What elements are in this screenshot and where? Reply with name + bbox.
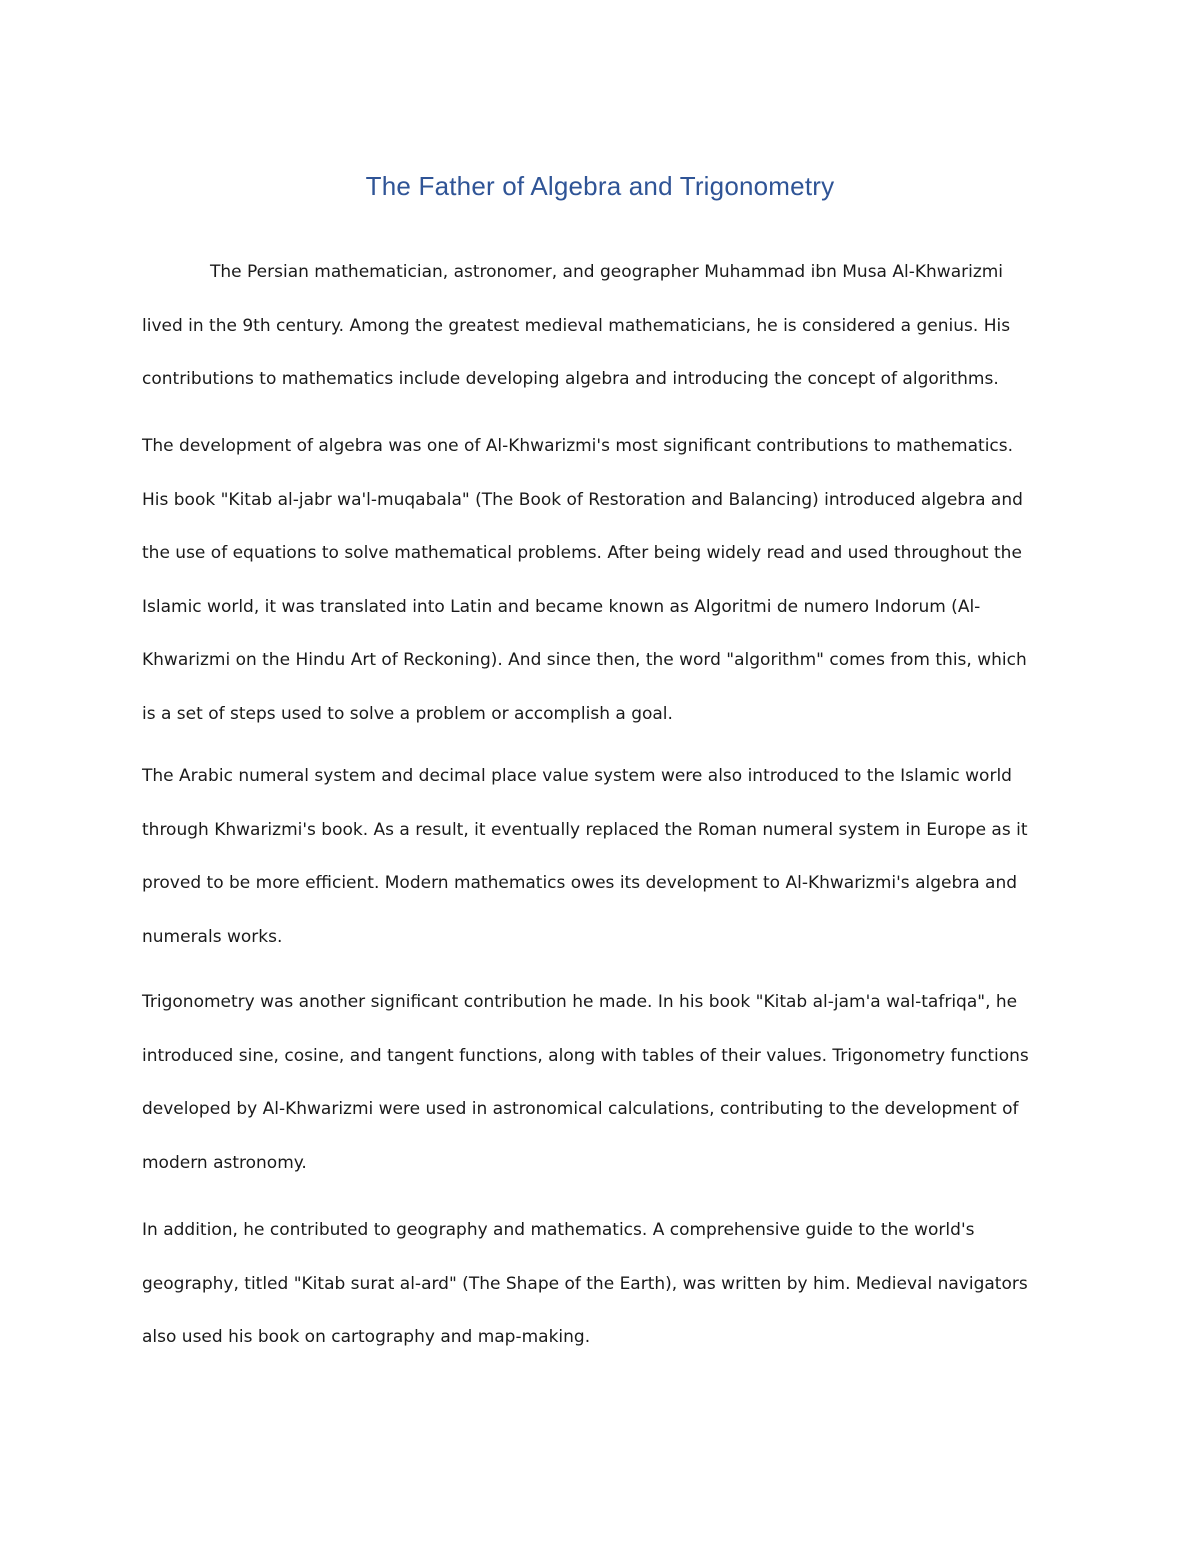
paragraph-line: Islamic world, it was translated into Latin and became known as Algoritmi de numero Indorum (Al- [142, 596, 981, 617]
paragraph-line: is a set of steps used to solve a problem or accomplish a goal. [142, 703, 673, 724]
paragraph-line: lived in the 9th century. Among the greatest medieval mathematicians, he is considered a genius. His [142, 315, 1011, 336]
paragraph-line: proved to be more efficient. Modern mathematics owes its development to Al-Khwarizmi's algebra and [142, 873, 1018, 893]
paragraph-numerals [142, 750, 1062, 964]
paragraph-line: geography, titled "Kitab surat al-ard" (The Shape of the Earth), was written by him. Medieval navigators [142, 1273, 1028, 1294]
paragraph-line: also used his book on cartography and map-making. [142, 1327, 591, 1347]
paragraph-line: In addition, he contributed to geography and mathematics. A comprehensive guide to the world's [142, 1220, 975, 1240]
paragraph-trigonometry [142, 976, 1062, 1190]
paragraph-line: The Arabic numeral system and decimal place value system were also introduced to the Islamic world [142, 766, 1012, 786]
paragraph-intro [142, 246, 1062, 407]
paragraph-line: through Khwarizmi's book. As a result, it eventually replaced the Roman numeral system in Europe as it [142, 819, 1028, 840]
paragraph-line: Khwarizmi on the Hindu Art of Reckoning). And since then, the word "algorithm" comes from this, which [142, 650, 1027, 670]
document-title: The Father of Algebra and Trigonometry [365, 171, 835, 201]
paragraph-line: contributions to mathematics include developing algebra and introducing the concept of algorithms. [142, 369, 999, 389]
paragraph-line: The development of algebra was one of Al-Khwarizmi's most significant contributions to mathematics. [142, 436, 1014, 456]
paragraph-line: the use of equations to solve mathematical problems. After being widely read and used throughout the [142, 543, 1022, 563]
paragraph-line: His book "Kitab al-jabr wa'l-muqabala" (The Book of Restoration and Balancing) introduced algebra and [142, 489, 1023, 510]
paragraph-line: Trigonometry was another significant contribution he made. In his book "Kitab al-jam'a wal-tafriqa", he [142, 992, 1018, 1012]
paragraph-line: modern astronomy. [142, 1152, 307, 1173]
paragraph-line: developed by Al-Khwarizmi were used in astronomical calculations, contributing to the development of [142, 1099, 1019, 1119]
paragraph-algebra [142, 420, 1062, 741]
paragraph-line: introduced sine, cosine, and tangent functions, along with tables of their values. Trigonometry functions [142, 1045, 1029, 1066]
paragraph-geography [142, 1204, 1062, 1365]
paragraph-line: numerals works. [142, 926, 283, 947]
paragraph-line: The Persian mathematician, astronomer, and geographer Muhammad ibn Musa Al-Khwarizmi [210, 262, 1004, 282]
